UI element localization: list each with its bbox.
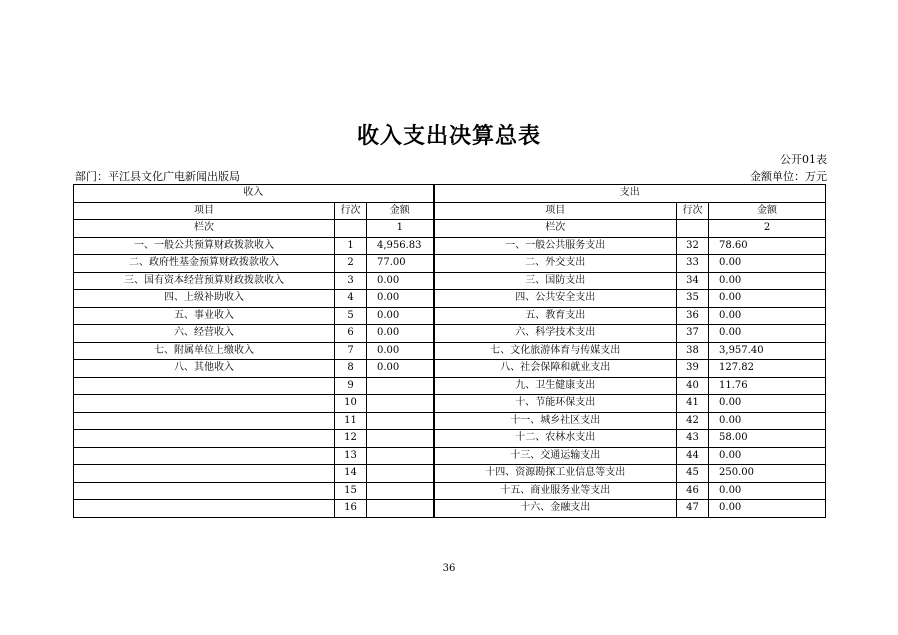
income-line-cell: 1 xyxy=(335,237,367,255)
expense-item-cell: 五、教育支出 xyxy=(434,307,677,325)
expense-line-cell: 32 xyxy=(677,237,709,255)
expense-amount-cell: 250.00 xyxy=(709,465,826,483)
table-row xyxy=(74,377,826,395)
income-amount-cell: 0.00 xyxy=(367,325,434,343)
income-item-cell xyxy=(74,447,335,465)
expense-item-cell: 十五、商业服务业等支出 xyxy=(434,482,677,500)
expense-item-cell: 十二、农林水支出 xyxy=(434,430,677,448)
expense-amount-cell: 3,957.40 xyxy=(709,342,826,360)
expense-line-cell: 33 xyxy=(677,255,709,273)
income-col-number: 1 xyxy=(367,220,434,238)
income-item-cell xyxy=(74,412,335,430)
income-line-cell: 5 xyxy=(335,307,367,325)
income-item-cell: 五、事业收入 xyxy=(74,307,335,325)
income-item-cell: 八、其他收入 xyxy=(74,360,335,378)
income-line-header: 行次 xyxy=(335,202,367,220)
expense-item-cell: 一、一般公共服务支出 xyxy=(434,237,677,255)
expense-section-header: 支出 xyxy=(434,185,826,203)
income-line-cell: 3 xyxy=(335,272,367,290)
expense-item-cell: 十六、金融支出 xyxy=(434,500,677,518)
expense-line-cell: 45 xyxy=(677,465,709,483)
income-line-cell: 9 xyxy=(335,377,367,395)
income-item-cell xyxy=(74,482,335,500)
expense-item-header: 项目 xyxy=(434,202,677,220)
table-row xyxy=(74,290,826,308)
expense-col-number: 2 xyxy=(709,220,826,238)
expense-amount-cell: 11.76 xyxy=(709,377,826,395)
income-amount-cell: 0.00 xyxy=(367,342,434,360)
income-line-cell: 7 xyxy=(335,342,367,360)
table-row xyxy=(74,412,826,430)
department-label: 部门：平江县文化广电新闻出版局 xyxy=(75,170,240,183)
income-amount-cell: 4,956.83 xyxy=(367,237,434,255)
expense-item-cell: 七、文化旅游体育与传媒支出 xyxy=(434,342,677,360)
income-col-label: 栏次 xyxy=(74,220,335,238)
expense-amount-cell: 0.00 xyxy=(709,395,826,413)
table-row xyxy=(74,482,826,500)
income-line-cell: 15 xyxy=(335,482,367,500)
table-row xyxy=(74,325,826,343)
expense-item-cell: 二、外交支出 xyxy=(434,255,677,273)
expense-amount-cell: 0.00 xyxy=(709,307,826,325)
expense-amount-cell: 0.00 xyxy=(709,500,826,518)
income-amount-cell xyxy=(367,377,434,395)
income-line-cell: 2 xyxy=(335,255,367,273)
income-item-cell: 七、附属单位上缴收入 xyxy=(74,342,335,360)
expense-col-label: 栏次 xyxy=(434,220,677,238)
income-item-cell: 三、国有资本经营预算财政拨款收入 xyxy=(74,272,335,290)
income-line-cell: 10 xyxy=(335,395,367,413)
income-item-header: 项目 xyxy=(74,202,335,220)
expense-item-cell: 四、公共安全支出 xyxy=(434,290,677,308)
expense-item-cell: 十四、资源勘探工业信息等支出 xyxy=(434,465,677,483)
table-row xyxy=(74,360,826,378)
expense-amount-cell: 127.82 xyxy=(709,360,826,378)
expense-line-cell: 42 xyxy=(677,412,709,430)
expense-line-cell: 43 xyxy=(677,430,709,448)
table-row xyxy=(74,465,826,483)
income-item-cell xyxy=(74,465,335,483)
income-item-cell: 二、政府性基金预算财政拨款收入 xyxy=(74,255,335,273)
income-line-cell: 4 xyxy=(335,290,367,308)
expense-line-cell: 36 xyxy=(677,307,709,325)
expense-amount-cell: 0.00 xyxy=(709,290,826,308)
income-line-cell: 8 xyxy=(335,360,367,378)
column-number-row xyxy=(74,220,826,238)
expense-line-cell: 37 xyxy=(677,325,709,343)
income-amount-cell xyxy=(367,500,434,518)
income-item-cell xyxy=(74,430,335,448)
expense-amount-cell: 58.00 xyxy=(709,430,826,448)
expense-amount-cell: 0.00 xyxy=(709,255,826,273)
income-amount-cell: 0.00 xyxy=(367,272,434,290)
income-amount-cell xyxy=(367,465,434,483)
income-amount-cell xyxy=(367,447,434,465)
table-row xyxy=(74,447,826,465)
expense-amount-cell: 78.60 xyxy=(709,237,826,255)
expense-line-cell: 34 xyxy=(677,272,709,290)
expense-line-cell: 40 xyxy=(677,377,709,395)
table-row xyxy=(74,237,826,255)
form-number: 公开01表 xyxy=(780,153,827,166)
expense-line-header: 行次 xyxy=(677,202,709,220)
income-item-cell xyxy=(74,377,335,395)
expense-item-cell: 九、卫生健康支出 xyxy=(434,377,677,395)
expense-item-cell: 八、社会保障和就业支出 xyxy=(434,360,677,378)
income-line-cell: 11 xyxy=(335,412,367,430)
income-item-cell xyxy=(74,500,335,518)
income-amount-cell: 0.00 xyxy=(367,290,434,308)
expense-line-cell: 44 xyxy=(677,447,709,465)
table-row xyxy=(74,395,826,413)
table-row xyxy=(74,430,826,448)
table-row xyxy=(74,500,826,518)
income-amount-cell: 0.00 xyxy=(367,307,434,325)
expense-line-cell: 47 xyxy=(677,500,709,518)
page-number: 36 xyxy=(442,563,456,574)
income-item-cell: 四、上级补助收入 xyxy=(74,290,335,308)
income-line-cell: 6 xyxy=(335,325,367,343)
section-header-row xyxy=(74,185,826,203)
expense-amount-cell: 0.00 xyxy=(709,325,826,343)
table-row xyxy=(74,272,826,290)
expense-amount-cell: 0.00 xyxy=(709,272,826,290)
expense-amount-header: 金额 xyxy=(709,202,826,220)
expense-amount-cell: 0.00 xyxy=(709,482,826,500)
income-line-cell: 12 xyxy=(335,430,367,448)
page-title: 收入支出决算总表 xyxy=(356,124,541,149)
expense-col-blank xyxy=(677,220,709,238)
income-item-cell: 一、一般公共预算财政拨款收入 xyxy=(74,237,335,255)
income-col-blank xyxy=(335,220,367,238)
expense-line-cell: 39 xyxy=(677,360,709,378)
income-line-cell: 16 xyxy=(335,500,367,518)
expense-item-cell: 十一、城乡社区支出 xyxy=(434,412,677,430)
expense-item-cell: 六、科学技术支出 xyxy=(434,325,677,343)
income-amount-cell xyxy=(367,430,434,448)
expense-item-cell: 十三、交通运输支出 xyxy=(434,447,677,465)
table-row xyxy=(74,342,826,360)
income-item-cell xyxy=(74,395,335,413)
income-amount-header: 金额 xyxy=(367,202,434,220)
expense-amount-cell: 0.00 xyxy=(709,447,826,465)
income-line-cell: 13 xyxy=(335,447,367,465)
income-item-cell: 六、经营收入 xyxy=(74,325,335,343)
table-row xyxy=(74,307,826,325)
income-amount-cell xyxy=(367,395,434,413)
income-amount-cell: 0.00 xyxy=(367,360,434,378)
expense-item-cell: 三、国防支出 xyxy=(434,272,677,290)
income-amount-cell xyxy=(367,412,434,430)
expense-line-cell: 41 xyxy=(677,395,709,413)
income-amount-cell: 77.00 xyxy=(367,255,434,273)
table-row xyxy=(74,255,826,273)
income-expense-table xyxy=(73,184,826,518)
income-section-header: 收入 xyxy=(74,185,434,203)
expense-line-cell: 35 xyxy=(677,290,709,308)
expense-item-cell: 十、节能环保支出 xyxy=(434,395,677,413)
income-line-cell: 14 xyxy=(335,465,367,483)
expense-amount-cell: 0.00 xyxy=(709,412,826,430)
column-header-row xyxy=(74,202,826,220)
income-amount-cell xyxy=(367,482,434,500)
expense-line-cell: 38 xyxy=(677,342,709,360)
expense-line-cell: 46 xyxy=(677,482,709,500)
amount-unit-label: 金额单位：万元 xyxy=(750,170,827,183)
